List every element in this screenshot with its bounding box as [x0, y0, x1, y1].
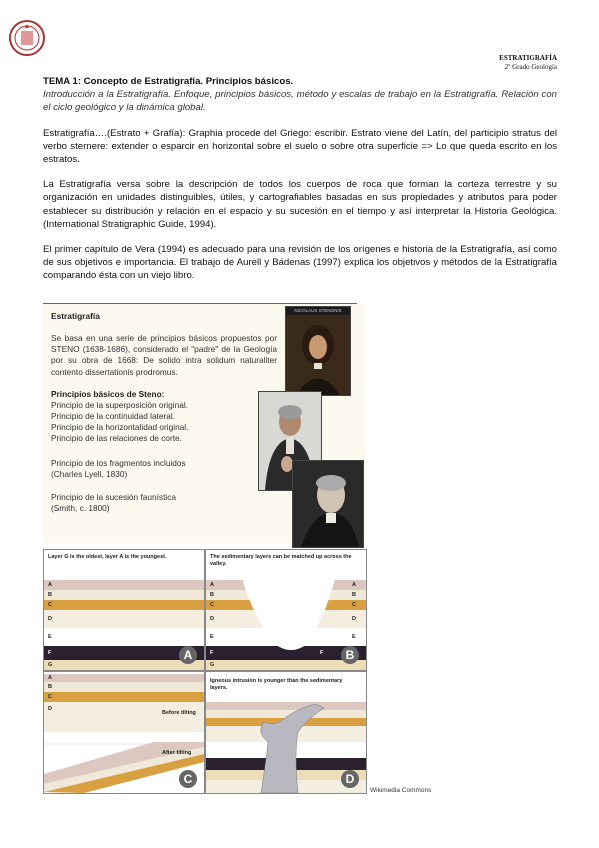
layer-label-c: C — [210, 602, 214, 608]
paragraph-definition: La Estratigrafía versa sobre la descripción de todos los cuerpos de roca que forman la corteza terrestre y su organización en unidades distinguibles, útiles, y cartografiables basadas en sus propiedades y atributos para poder establecer su distribución y relación en el espacio y su sucesión en el tiempo y así interpretar la Historia Geológica. (International Stratigraphic Guide, 1994). — [43, 179, 557, 230]
panel-superposition — [43, 549, 205, 671]
course-header — [499, 54, 557, 72]
layer-label-d-right: D — [352, 616, 356, 622]
layer-label-e: E — [48, 634, 52, 640]
panel-horizontality — [43, 671, 205, 794]
after-tilting-label: After tilting — [162, 750, 192, 756]
slide-intro: Se basa en una serie de principios básicos propuestos por STENO (1638-1686), considerado el "padre" de la Geología por su obra de 1668: De solido intra solidum naturaliter contento dissertationis prodromus. — [51, 333, 277, 377]
panel-lateral-continuity — [205, 549, 367, 671]
principle-3: Principio de la horizontalidad original. — [51, 422, 189, 432]
layer-label-a-right: A — [352, 582, 356, 588]
layer-label-c-right: C — [352, 602, 356, 608]
layer-label-b-right: B — [352, 592, 356, 598]
stratigraphy-diagram — [43, 549, 367, 792]
paragraph-references: El primer capítulo de Vera (1994) es adecuado para una revisión de los orígenes e historia de la Estratigrafía, así como de sus objetivos e importancia. El trabajo de Aurell y Bádenas (1997) explica los objetivos y métodos de la Estratigrafía comparando ésta con un viejo libro. — [43, 244, 557, 282]
steno-principles-slide — [43, 303, 365, 543]
layer-label-e: E — [210, 634, 214, 640]
document-title: TEMA 1: Concepto de Estratigrafía. Principios básicos. — [43, 76, 294, 87]
slide-steno-heading: Principios básicos de Steno: — [51, 389, 165, 399]
layer-label-b: B — [210, 592, 214, 598]
smith-principle: Principio de la sucesión faunística — [51, 492, 176, 502]
layer-label-e-right: E — [352, 634, 356, 640]
layer-label-f: F — [48, 650, 52, 656]
lyell-principle: Principio de los fragmentos incluidos — [51, 458, 186, 468]
layer-label-a: A — [48, 582, 52, 588]
layer-label-a: A — [48, 675, 52, 681]
corner-label-a: A — [179, 646, 197, 664]
layer-label-f: F — [210, 650, 214, 656]
principle-2: Principio de la continuidad lateral. — [51, 411, 176, 421]
document-subtitle: Introducción a la Estratigrafía. Enfoque, principios básicos, método y escalas de trabajo en la Estratigrafía. Relación con el ciclo geológico y la dinámica global. — [43, 89, 557, 114]
lyell-attribution: (Charles Lyell, 1830) — [51, 469, 128, 479]
before-tilting-label: Before tilting — [162, 710, 196, 716]
panel-a-caption: Layer G is the oldest, layer A is the youngest. — [48, 554, 167, 560]
panel-d-caption: Igneous intrusion is younger than the sedimentary layers. — [210, 678, 343, 691]
layer-label-b: B — [48, 592, 52, 598]
corner-label-b: B — [341, 646, 359, 664]
document-body — [43, 75, 557, 283]
principle-1: Principio de la superposición original. — [51, 400, 188, 410]
panel-b-caption: The sedimentary layers can be matched up across the valley. — [210, 554, 352, 567]
portrait-label: NICOLAUS STENONIS — [286, 307, 350, 315]
corner-label-d: D — [341, 770, 359, 788]
layer-label-d: D — [48, 706, 52, 712]
smith-attribution: (Smith, c. 1800) — [51, 503, 110, 513]
layer-label-c: C — [48, 694, 52, 700]
smith-portrait — [292, 460, 364, 548]
panel-cross-cutting — [205, 671, 367, 794]
layer-label-b: B — [48, 684, 52, 690]
paragraph-etymology: Estratigrafía….(Estrato + Grafía): Graphia procede del Griego: escribir. Estrato viene del Latín, del participio stratus del verbo sternere: extender o esparcir en horizontal sobre el suelo o sobre otra superficie => Lo que queda escrito en los estratos. — [43, 127, 557, 166]
layer-label-d: D — [48, 616, 52, 622]
image-credit: Wikimedia Commons — [370, 787, 432, 794]
principle-4: Principio de las relaciones de corte. — [51, 433, 182, 443]
layer-label-c: C — [48, 602, 52, 608]
corner-label-c: C — [179, 770, 197, 788]
layer-label-d: D — [210, 616, 214, 622]
layer-label-f-right: F — [320, 650, 324, 656]
course-name: ESTRATIGRAFÍA — [499, 54, 557, 62]
layer-label-g: G — [48, 662, 53, 668]
course-degree: 2º Grado Geología — [504, 63, 557, 71]
layer-label-a: A — [210, 582, 214, 588]
steno-portrait — [285, 306, 351, 396]
slide-title: Estratigrafía — [51, 311, 100, 321]
university-crest-icon — [8, 16, 46, 60]
layer-label-g: G — [210, 662, 215, 668]
